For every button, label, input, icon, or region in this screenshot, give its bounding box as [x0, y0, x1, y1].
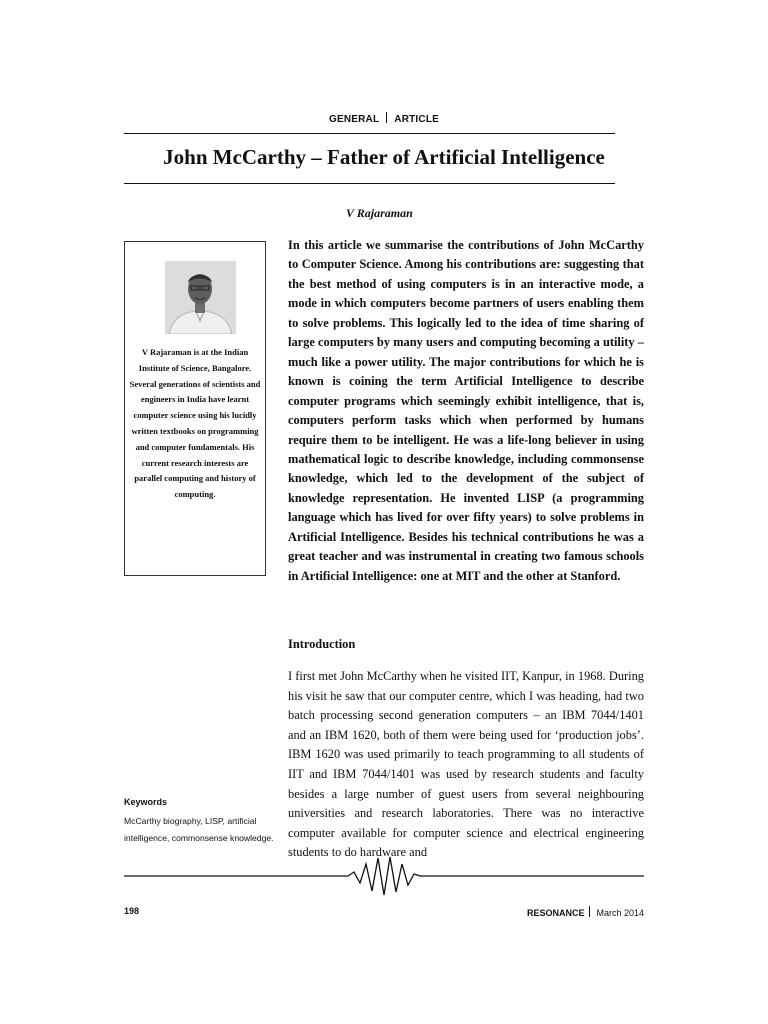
introduction-body: I first met John McCarthy when he visited IIT, Kanpur, in 1968. During his visit he saw that our computer centre, which I was heading, had two batch processing second generation computers – an IBM 7044/1401 and an IBM 1620, both of them were being used for ‘production jobs’. IBM 1620 was used primarily to teach programming to all students of IIT and IBM 7044/1401 was used by research students and faculty besides a large number of guest users from several neighbouring universities and research laboratories. There was no interactive computer available for computer science and electrical engineering students to do hardware and [288, 669, 644, 860]
author-portrait-image [165, 261, 236, 334]
article-type-label: ARTICLE [394, 114, 440, 125]
keywords-list: McCarthy biography, LISP, artificial intelligence, commonsense knowledge. [124, 816, 274, 843]
footer-wave-divider [124, 852, 644, 907]
introduction-heading: Introduction [288, 637, 356, 651]
footer-divider [589, 906, 590, 917]
header-divider [386, 112, 387, 123]
author-photo [165, 261, 236, 334]
page-number: 198 [124, 906, 140, 916]
journal-name: RESONANCE [526, 908, 585, 918]
title-bottom-rule [124, 183, 615, 184]
issue-date: March 2014 [596, 908, 644, 918]
title-top-rule [124, 133, 615, 134]
section-label: GENERAL [328, 114, 380, 125]
section-header [0, 112, 768, 125]
author-bio: V Rajaraman is at the Indian Institute of Science, Bangalore. Several generations of scientists and engineers in India have learnt computer science using his lucidly written textbooks on programming and computer fundamentals. His current research interests are parallel computing and history of computing. [129, 347, 261, 500]
author-name: V Rajaraman [346, 206, 413, 220]
journal-footer [527, 906, 644, 918]
author-bio-box [124, 241, 266, 576]
keywords-heading: Keywords [124, 797, 168, 807]
resonance-wave-icon [124, 852, 644, 902]
article-abstract: In this article we summarise the contributions of John McCarthy to Computer Science. Among his contributions are: suggesting that the best method of using computers is in an interactive mode, a mode in which computers become partners of users enabling them to solve problems. This logically led to the idea of time sharing of large computers by many users and computing becoming a utility – much like a power utility. The major contributions for which he is known is coining the term Artificial Intelligence to describe computer programs which seemingly exhibit intelligence, that is, computers perform tasks which when performed by humans require them to be intelligent. He was a life-long believer in using mathematical logic to describe knowledge, including commonsense knowledge, which led to the development of the subject of knowledge representation. He invented LISP (a programming language which has lived for over fifty years) to solve problems in Artificial Intelligence. Besides his technical contributions he was a great teacher and was instrumental in creating two famous schools in Artificial Intelligence: one at MIT and the other at Stanford. [288, 238, 644, 583]
article-title: John McCarthy – Father of Artificial Intelligence [163, 145, 605, 169]
